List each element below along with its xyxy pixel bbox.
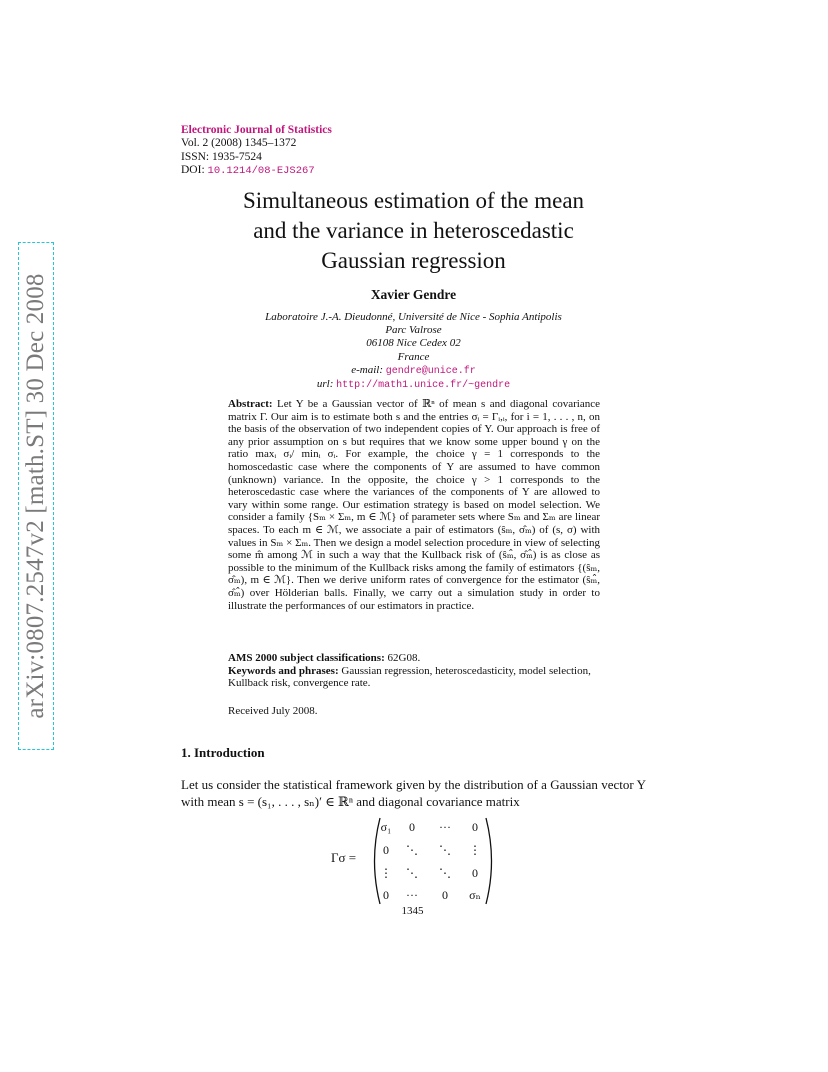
title-line: and the variance in heteroscedastic [253,218,574,243]
journal-doi-line [181,164,332,178]
title-line: Gaussian regression [321,248,506,273]
abstract [228,398,600,612]
matrix-cell: ⋱ [406,866,418,880]
url-label: url: [316,378,334,391]
matrix-cell: 0 [472,820,478,834]
received-date: Received July 2008. [228,705,318,717]
right-paren [486,818,492,904]
covariance-matrix [368,815,498,907]
matrix-cell: ⋱ [406,843,418,857]
affiliation-line: Parc Valrose [385,324,442,337]
affiliation-line: Laboratoire J.-A. Dieudonné, Université de Nice - Sophia Antipolis [265,311,562,323]
matrix-cell: ⋱ [439,843,451,857]
abstract-text: Let Y be a Gaussian vector of ℝⁿ of mean s and diagonal covariance matrix Γ. Our aim is to estimate both s and the entries σᵢ = Γᵢ,ᵢ, for i = 1, . . . , n, on the basis of the observation of two independent copies of Y. Our approach is free of any prior assumption on s but requires that we know some upper bound γ on the ratio maxᵢ σᵢ/ minᵢ σᵢ. For example, the choice γ = 1 corresponds to the homoscedastic case where the components of Y are assumed to have common (unknown) variance. In the opposite, the choice γ > 1 corresponds to the heteroscedastic case where the variances of the components of Y are allowed to vary within some range. Our estimation strategy is based on model selection. We consider a family {Sₘ × Σₘ, m ∈ ℳ} of parameter sets where Sₘ and Σₘ are linear spaces. To each m ∈ ℳ, we associate a pair of estimators (ŝₘ, σ̂ₘ) of (s, σ) with values in Sₘ × Σₘ. Then we design a model selection procedure in view of selecting some m̂ among ℳ in such a way that the Kullback risk of (ŝₘ̂, σ̂ₘ̂) is as close as possible to the minimum of the Kullback risks among the family of estimators {(ŝₘ, σ̂ₘ), m ∈ ℳ}. Then we derive uniform rates of convergence for the estimator (ŝₘ̂, σ̂ₘ̂) over Hölderian balls. Finally, we carry out a simulation study in order to illustrate the performances of our estimators in practice. [228,398,600,612]
ams-line [228,652,600,665]
journal-volume: Vol. 2 (2008) 1345–1372 [181,137,297,150]
doi-label: DOI: [181,164,205,177]
page-number: 1345 [401,905,424,917]
email-link[interactable]: gendre@unice.fr [385,365,476,377]
matrix-cell: σ₁ [380,820,392,834]
keywords-line [228,665,600,690]
email-label: e-mail: [351,363,383,376]
keywords-value: Gaussian regression, heteroscedasticity, model selection, Kullback risk, convergence rate. [228,664,591,690]
doi-link[interactable]: 10.1214/08-EJS267 [207,165,315,178]
matrix-cell: 0 [409,820,415,834]
intro-paragraph: Let us consider the statistical framework given by the distribution of a Gaussian vector Y with mean s = (s₁, . . . , sₙ)′ ∈ ℝⁿ and diagonal covariance matrix [181,777,646,809]
matrix-cell: 0 [472,866,478,880]
ams-value: 62G08. [387,652,421,664]
keywords-label: Keywords and phrases: [228,664,339,677]
matrix-cell: 0 [442,888,448,902]
author-name: Xavier Gendre [370,287,457,302]
affiliation [181,311,646,392]
url-link[interactable]: http://math1.unice.fr/~gendre [336,380,511,392]
matrix-label: Γσ = [331,850,357,865]
matrix-cell: ⋱ [439,866,451,880]
journal-name[interactable]: Electronic Journal of Statistics [181,124,332,136]
matrix-cell: ⋮ [380,866,392,880]
matrix-cell: 0 [383,843,389,857]
paper-title [181,186,646,276]
matrix-cell: ··· [406,888,418,902]
matrix-cell: σₙ [469,888,481,902]
email-line [181,364,646,378]
matrix-cell: ⋮ [469,843,481,857]
section-heading: 1. Introduction [181,745,265,760]
left-paren [375,818,381,904]
ams-label: AMS 2000 subject classifications: [228,652,385,664]
title-line: Simultaneous estimation of the mean [242,188,585,213]
journal-issn: ISSN: 1935-7524 [181,150,262,163]
arxiv-identifier: arXiv:0807.2547v2 [math.ST] 30 Dec 2008 [22,273,49,719]
url-line [181,378,646,392]
affiliation-line: 06108 Nice Cedex 02 [366,337,461,350]
matrix-cell: ··· [439,820,451,834]
abstract-label: Abstract: [228,398,273,410]
arxiv-side-stamp [14,242,58,750]
classification-block [228,652,600,690]
journal-header [181,124,332,179]
matrix-cell: 0 [383,888,389,902]
affiliation-line: France [397,350,430,363]
